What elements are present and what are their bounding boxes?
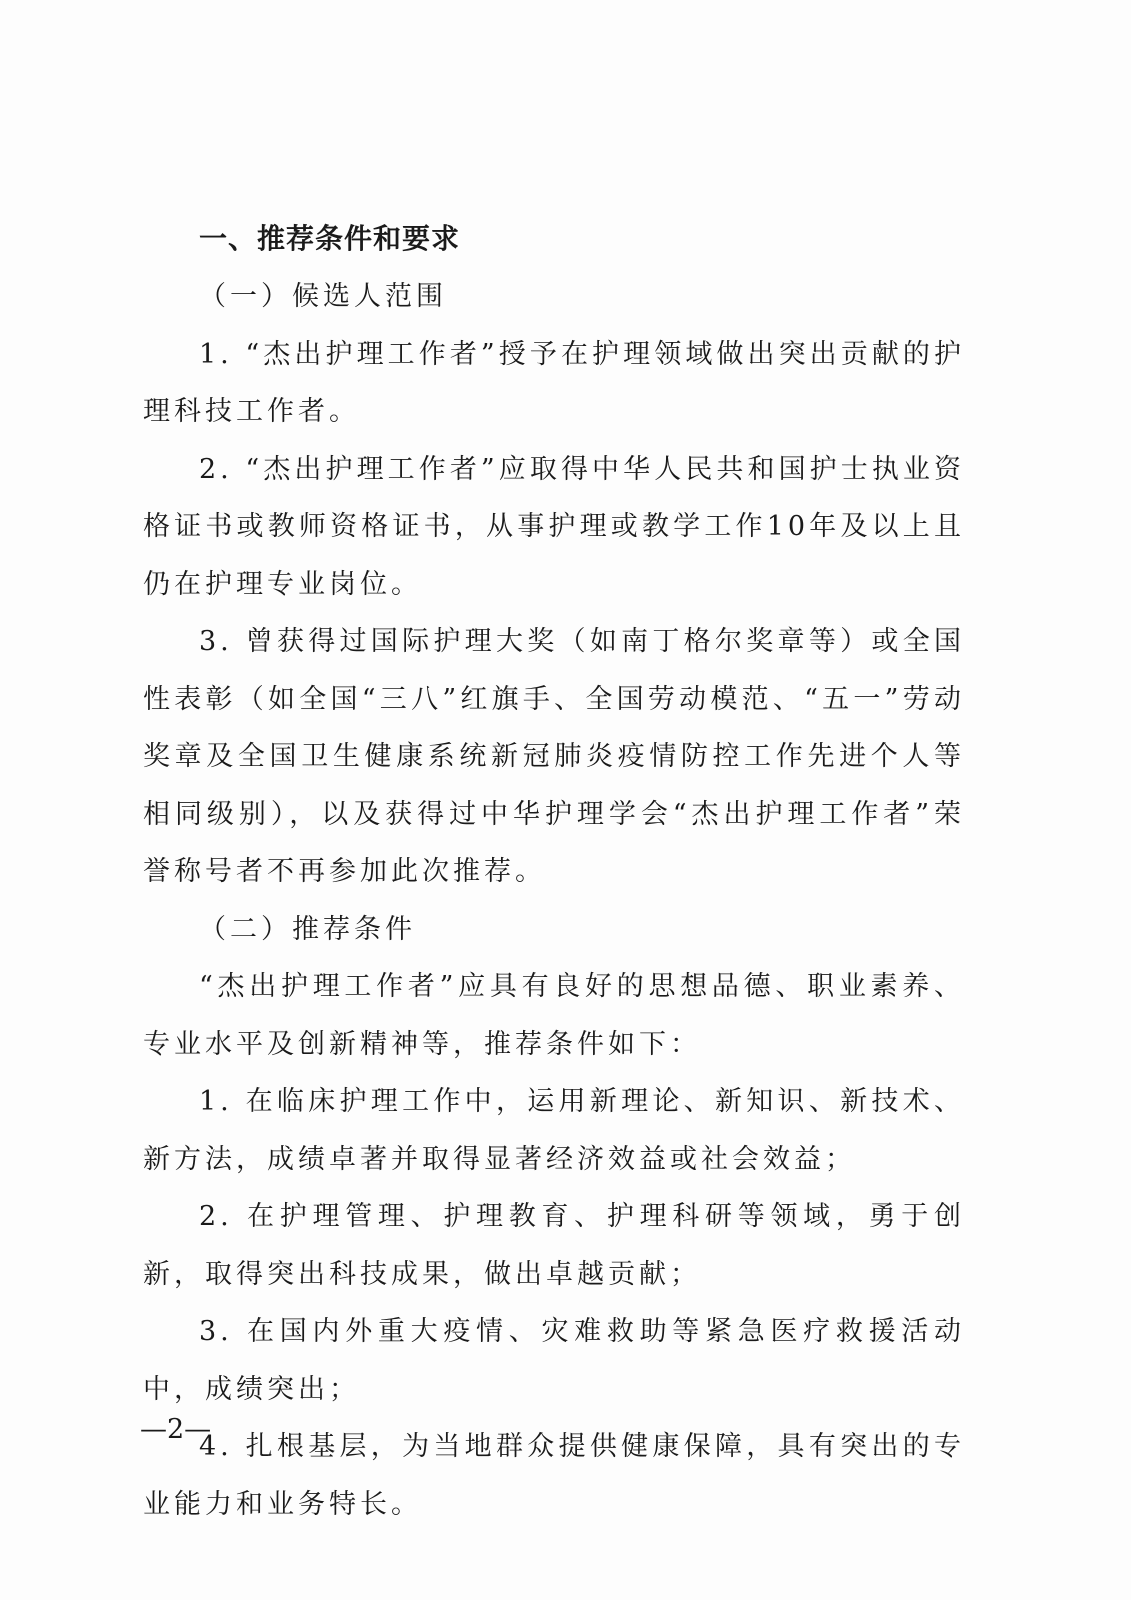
- paragraph-condition-4: 4. 扎根基层，为当地群众提供健康保障，具有突出的专业能力和业务特长。: [143, 1431, 965, 1520]
- paragraph-scope-2: 2. “杰出护理工作者”应取得中华人民共和国护士执业资格证书或教师资格证书，从事护理或教学工作10年及以上且仍在护理专业岗位。: [143, 453, 965, 600]
- section-heading: 一、推荐条件和要求: [199, 222, 461, 255]
- paragraph-scope-1: 1. “杰出护理工作者”授予在护理领域做出突出贡献的护理科技工作者。: [143, 338, 965, 427]
- document-body: [143, 210, 965, 1533]
- subsection-heading-conditions: （二）推荐条件: [199, 913, 416, 945]
- paragraph-scope-3: 3. 曾获得过国际护理大奖（如南丁格尔奖章等）或全国性表彰（如全国“三八”红旗手、全国劳动模范、“五一”劳动奖章及全国卫生健康系统新冠肺炎疫情防控工作先进个人等相同级别），以及获得过中华护理学会“杰出护理工作者”荣誉称号者不再参加此次推荐。: [143, 626, 965, 887]
- paragraph-condition-1: 1. 在临床护理工作中，运用新理论、新知识、新技术、新方法，成绩卓著并取得显著经济效益或社会效益；: [143, 1086, 965, 1175]
- paragraph-condition-3: 3. 在国内外重大疫情、灾难救助等紧急医疗救援活动中，成绩突出；: [143, 1316, 965, 1405]
- page-number: —2—: [140, 1414, 212, 1445]
- subsection-heading-candidate-scope: （一）候选人范围: [199, 281, 447, 312]
- paragraph-condition-2: 2. 在护理管理、护理教育、护理科研等领域，勇于创新，取得突出科技成果，做出卓越贡献；: [143, 1201, 965, 1290]
- paragraph-conditions-intro: “杰出护理工作者”应具有良好的思想品德、职业素养、专业水平及创新精神等，推荐条件如下：: [143, 971, 965, 1060]
